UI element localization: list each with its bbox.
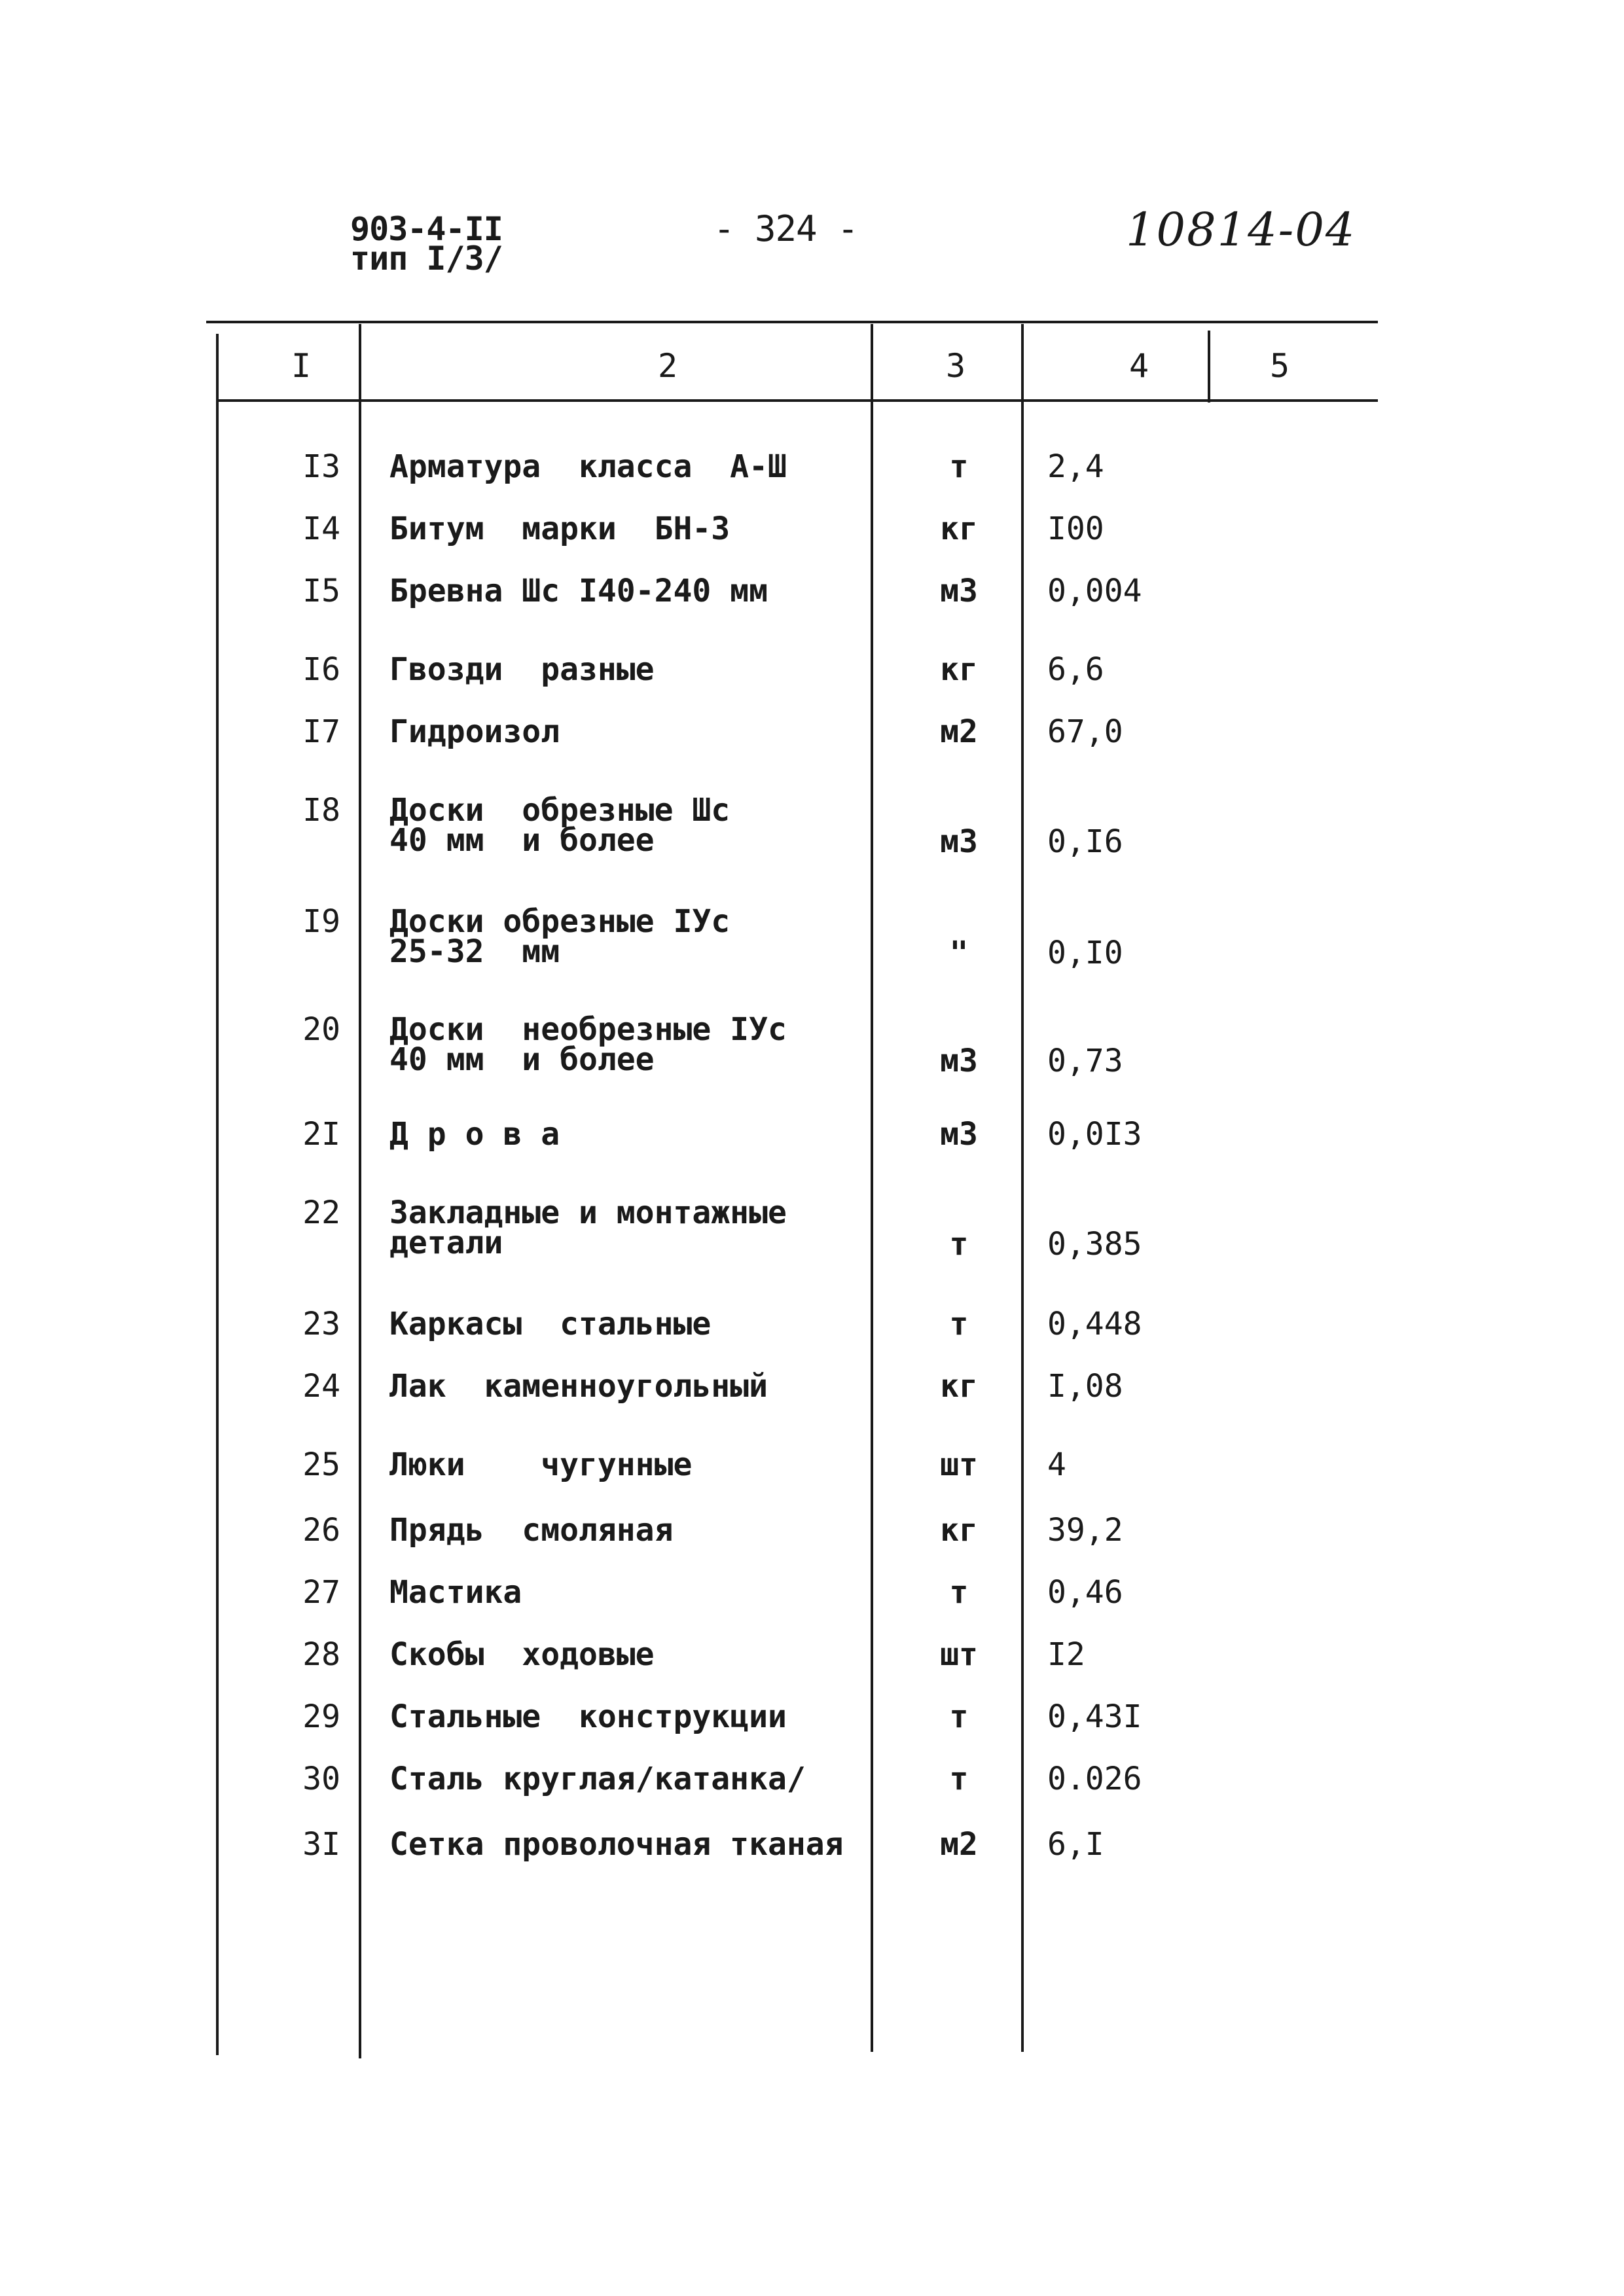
quantity: 0,385 — [1047, 1226, 1142, 1263]
row-number: I8 — [302, 792, 340, 829]
material-name: Битум марки БН-3 — [389, 511, 731, 547]
row-number: 27 — [302, 1574, 340, 1611]
column-header-1: I — [291, 347, 312, 385]
row-number: 25 — [302, 1446, 340, 1483]
quantity: 0,0I3 — [1047, 1116, 1142, 1153]
row-number: 2I — [302, 1116, 340, 1153]
material-name: Лак каменноугольный — [389, 1368, 768, 1405]
unit: м3 — [940, 823, 978, 860]
unit: м3 — [940, 1116, 978, 1153]
unit: т — [949, 448, 969, 485]
column-header-3: 3 — [945, 347, 966, 385]
quantity: I2 — [1047, 1636, 1085, 1673]
row-number: 23 — [302, 1306, 340, 1342]
document-code: 903-4-II — [350, 210, 503, 248]
row-number: 3I — [302, 1826, 340, 1863]
material-name: Прядь смоляная — [389, 1512, 674, 1549]
quantity: 6,6 — [1047, 651, 1104, 688]
row-number: I3 — [302, 448, 340, 485]
unit: т — [949, 1226, 969, 1263]
column-header-5: 5 — [1269, 347, 1290, 385]
material-name: Доски обрезные Шс 40 мм и более — [389, 792, 731, 859]
quantity: 67,0 — [1047, 713, 1123, 750]
unit: кг — [940, 1368, 978, 1405]
page-number: - 324 - — [713, 208, 858, 249]
row-number: I6 — [302, 651, 340, 688]
material-name: Сталь круглая/катанка/ — [389, 1761, 806, 1797]
unit: кг — [940, 511, 978, 547]
material-name: Мастика — [389, 1574, 522, 1611]
material-name: Доски обрезные IУс 25-32 мм — [389, 903, 731, 970]
unit: " — [949, 935, 969, 971]
quantity: 2,4 — [1047, 448, 1104, 485]
unit: т — [949, 1306, 969, 1342]
unit: кг — [940, 1512, 978, 1549]
column-header-2: 2 — [657, 347, 678, 385]
row-number: 22 — [302, 1194, 340, 1231]
quantity: I00 — [1047, 511, 1104, 547]
column-divider-3 — [871, 324, 873, 2052]
column-divider-4 — [1021, 324, 1024, 2052]
row-number: 20 — [302, 1011, 340, 1048]
quantity: 0,I0 — [1047, 935, 1123, 971]
quantity: 0,448 — [1047, 1306, 1142, 1342]
unit: кг — [940, 651, 978, 688]
row-number: 30 — [302, 1761, 340, 1797]
quantity: 0,I6 — [1047, 823, 1123, 860]
row-number: I7 — [302, 713, 340, 750]
material-name: Доски необрезные IУс 40 мм и более — [389, 1011, 787, 1078]
material-name: Сетка проволочная тканая — [389, 1826, 844, 1863]
unit: м3 — [940, 573, 978, 609]
material-name: Закладные и монтажные детали — [389, 1194, 787, 1261]
unit: м3 — [940, 1043, 978, 1079]
row-number: 29 — [302, 1698, 340, 1735]
material-name: Каркасы стальные — [389, 1306, 712, 1342]
column-divider-2 — [359, 324, 361, 2058]
unit: м2 — [940, 1826, 978, 1863]
material-name: Бревна Шс I40-240 мм — [389, 573, 768, 609]
quantity: 0,46 — [1047, 1574, 1123, 1611]
row-number: 24 — [302, 1368, 340, 1405]
row-number: 26 — [302, 1512, 340, 1549]
unit: т — [949, 1698, 969, 1735]
quantity: 39,2 — [1047, 1512, 1123, 1549]
handwritten-reference: 10814-04 — [1126, 203, 1356, 257]
quantity: 6,I — [1047, 1826, 1104, 1863]
quantity: 0,004 — [1047, 573, 1142, 609]
quantity: I,08 — [1047, 1368, 1123, 1405]
material-name: Д р о в а — [389, 1116, 560, 1153]
material-name: Стальные конструкции — [389, 1698, 787, 1735]
quantity: 0.026 — [1047, 1761, 1142, 1797]
row-number: 28 — [302, 1636, 340, 1673]
unit: шт — [940, 1636, 978, 1673]
unit: шт — [940, 1446, 978, 1483]
column-divider-5 — [1208, 331, 1210, 403]
table-top-rule — [206, 321, 1378, 323]
column-header-4: 4 — [1128, 347, 1149, 385]
material-name: Гвозди разные — [389, 651, 655, 688]
quantity: 4 — [1047, 1446, 1066, 1483]
unit: т — [949, 1761, 969, 1797]
quantity: 0,43I — [1047, 1698, 1142, 1735]
row-number: I4 — [302, 511, 340, 547]
column-divider-1 — [216, 334, 219, 2055]
quantity: 0,73 — [1047, 1043, 1123, 1079]
document-type: тип I/3/ — [350, 240, 503, 278]
unit: т — [949, 1574, 969, 1611]
table-header-rule — [216, 399, 1378, 402]
row-number: I5 — [302, 573, 340, 609]
material-name: Люки чугунные — [389, 1446, 693, 1483]
material-name: Арматура класса А-Ш — [389, 448, 787, 485]
material-name: Гидроизол — [389, 713, 560, 750]
unit: м2 — [940, 713, 978, 750]
material-name: Скобы ходовые — [389, 1636, 655, 1673]
row-number: I9 — [302, 903, 340, 940]
